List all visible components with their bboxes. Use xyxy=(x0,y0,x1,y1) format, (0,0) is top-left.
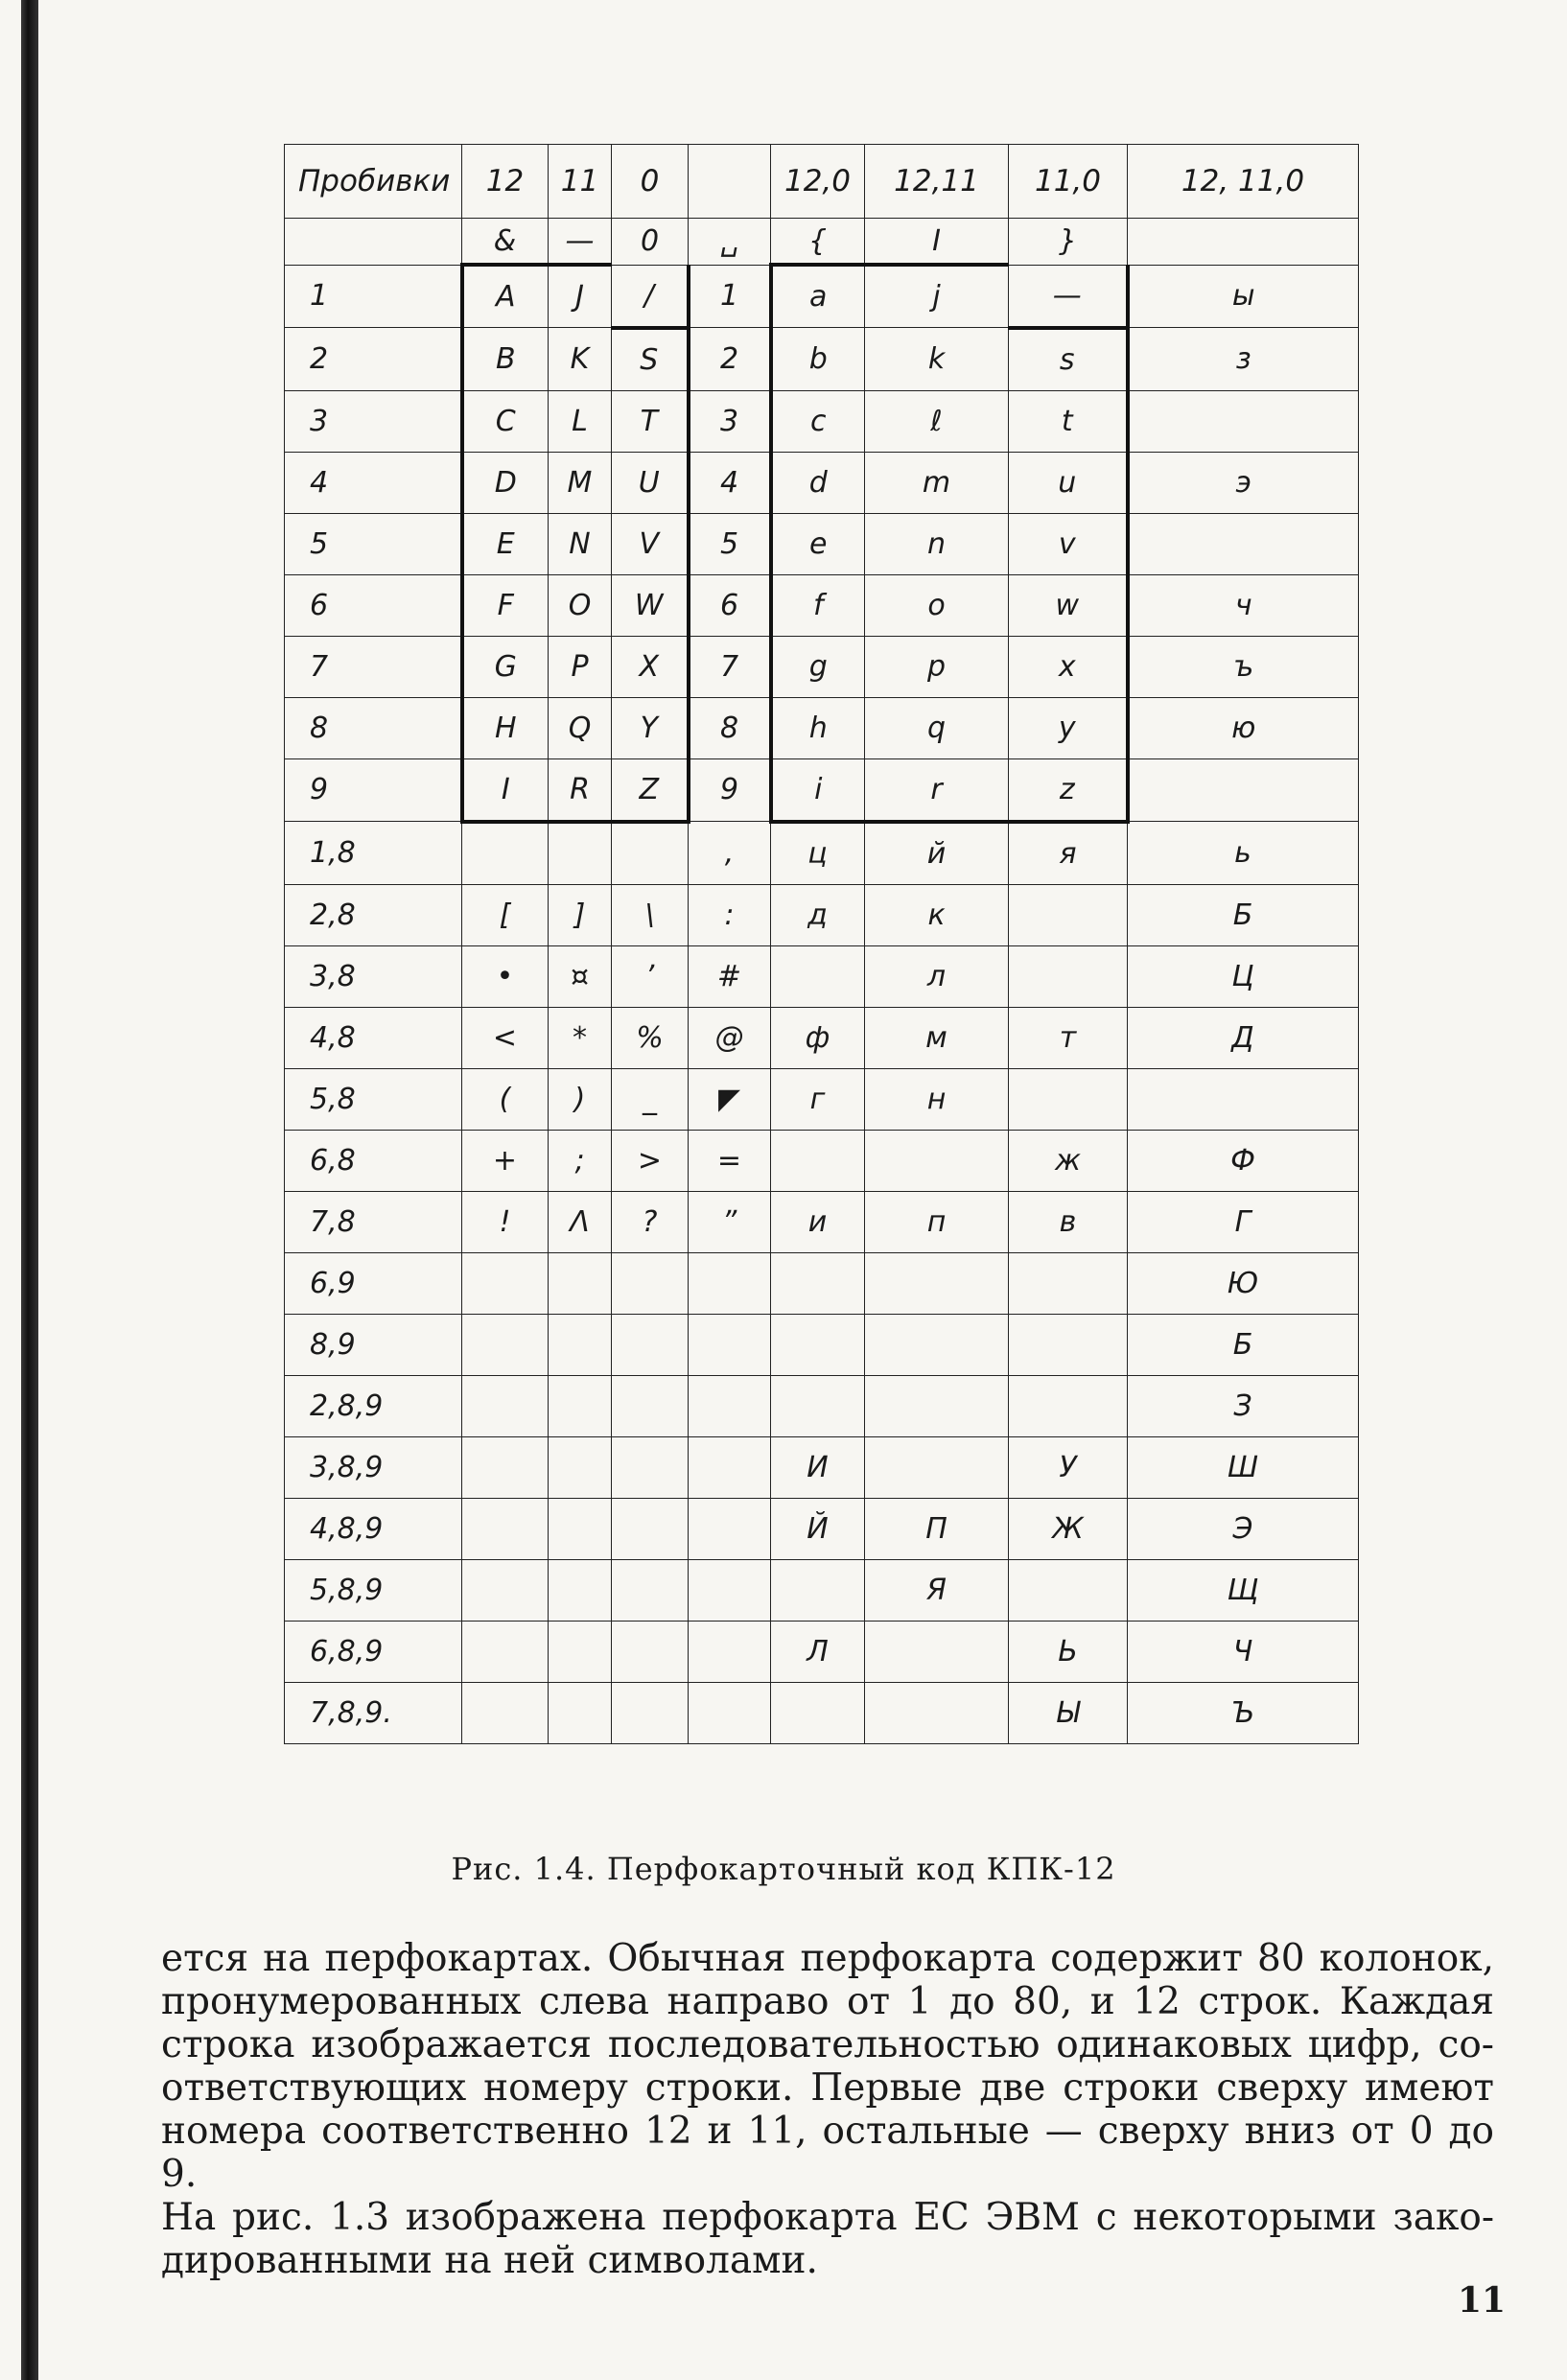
table-cell: З xyxy=(1128,1375,1359,1436)
row-punch-label: 8 xyxy=(285,697,462,758)
table-row xyxy=(285,822,1359,885)
table-cell: Л xyxy=(771,1621,865,1682)
table-cell xyxy=(462,822,549,885)
page-number: 11 xyxy=(1458,2280,1507,2321)
body-paragraph xyxy=(161,1937,1494,2282)
table-cell xyxy=(771,1130,865,1191)
table-cell: Ф xyxy=(1128,1130,1359,1191)
row-punch-label: 9 xyxy=(285,758,462,822)
table-cell xyxy=(771,1682,865,1743)
table-cell: я xyxy=(1009,822,1128,885)
table-row xyxy=(285,636,1359,697)
row-punch-label: 1,8 xyxy=(285,822,462,885)
table-cell: X xyxy=(612,636,689,697)
table-cell: M xyxy=(549,452,612,513)
table-cell: — xyxy=(1009,265,1128,328)
table-cell: j xyxy=(865,265,1009,328)
table-cell: Λ xyxy=(549,1191,612,1252)
table-cell xyxy=(689,1559,771,1621)
row-punch-label: 1 xyxy=(285,265,462,328)
table-cell: д xyxy=(771,884,865,945)
row-punch-label: 3,8,9 xyxy=(285,1436,462,1498)
table-row xyxy=(285,697,1359,758)
table-cell: л xyxy=(865,945,1009,1007)
table-cell: C xyxy=(462,390,549,452)
table-cell xyxy=(549,1252,612,1314)
row-punch-label: 3 xyxy=(285,390,462,452)
table-cell xyxy=(549,1498,612,1559)
table-cell: ц xyxy=(771,822,865,885)
table-cell: Э xyxy=(1128,1498,1359,1559)
table-cell: t xyxy=(1009,390,1128,452)
row-punch-label: 7 xyxy=(285,636,462,697)
table-cell: 1 xyxy=(689,265,771,328)
table-cell xyxy=(1009,1068,1128,1130)
table-cell: > xyxy=(612,1130,689,1191)
table-cell: = xyxy=(689,1130,771,1191)
row-punch-label: 2 xyxy=(285,328,462,391)
table-cell: Ж xyxy=(1009,1498,1128,1559)
table-cell: O xyxy=(549,574,612,636)
table-cell xyxy=(689,1436,771,1498)
paragraph-line: пронумерованных слева направо от 1 до 80, и 12 строк. Каждая xyxy=(161,1980,1494,2023)
table-cell xyxy=(462,1252,549,1314)
table-cell xyxy=(865,1314,1009,1375)
column-header: 12, 11,0 xyxy=(1128,145,1359,219)
table-cell xyxy=(1009,1559,1128,1621)
table-cell: e xyxy=(771,513,865,574)
table-cell xyxy=(549,1559,612,1621)
table-cell xyxy=(865,1436,1009,1498)
table-cell: 8 xyxy=(689,697,771,758)
table-cell xyxy=(549,1375,612,1436)
table-cell: П xyxy=(865,1498,1009,1559)
table-cell: S xyxy=(612,328,689,391)
table-cell: 0 xyxy=(612,219,689,266)
table-cell xyxy=(612,822,689,885)
table-cell: d xyxy=(771,452,865,513)
table-cell: * xyxy=(549,1007,612,1068)
table-cell: \ xyxy=(612,884,689,945)
table-cell: ъ xyxy=(1128,636,1359,697)
table-cell: 7 xyxy=(689,636,771,697)
table-cell: п xyxy=(865,1191,1009,1252)
column-header: 11,0 xyxy=(1009,145,1128,219)
table-cell: Б xyxy=(1128,884,1359,945)
table-cell xyxy=(865,1682,1009,1743)
table-cell: ф xyxy=(771,1007,865,1068)
paragraph-line: дированными на ней символами. xyxy=(161,2239,818,2282)
paragraph-line: На рис. 1.3 изображена перфокарта ЕС ЭВМ с некоторыми зако- xyxy=(161,2196,1494,2239)
paragraph-line: ется на перфокартах. Обычная перфокарта содержит 80 колонок, xyxy=(161,1937,1494,1980)
table-row xyxy=(285,758,1359,822)
table-cell: R xyxy=(549,758,612,822)
table-cell xyxy=(462,1498,549,1559)
row-punch-label: 7,8 xyxy=(285,1191,462,1252)
table-row xyxy=(285,1682,1359,1743)
row-punch-label: 6,8 xyxy=(285,1130,462,1191)
row-punch-label: 8,9 xyxy=(285,1314,462,1375)
table-cell: H xyxy=(462,697,549,758)
table-cell: 2 xyxy=(689,328,771,391)
table-row xyxy=(285,1191,1359,1252)
table-cell: , xyxy=(689,822,771,885)
table-cell: й xyxy=(865,822,1009,885)
table-row xyxy=(285,219,1359,266)
row-punch-label: 5 xyxy=(285,513,462,574)
table-cell: u xyxy=(1009,452,1128,513)
table-cell: V xyxy=(612,513,689,574)
row-punch-label: 7,8,9. xyxy=(285,1682,462,1743)
table-cell xyxy=(1009,1314,1128,1375)
table-cell xyxy=(612,1498,689,1559)
column-header: 12,11 xyxy=(865,145,1009,219)
column-header: 12 xyxy=(462,145,549,219)
table-cell: I xyxy=(865,219,1009,266)
table-cell: И xyxy=(771,1436,865,1498)
table-cell xyxy=(771,1314,865,1375)
table-cell xyxy=(549,1436,612,1498)
table-cell xyxy=(612,1682,689,1743)
table-cell: ◤ xyxy=(689,1068,771,1130)
row-punch-label: 3,8 xyxy=(285,945,462,1007)
table-cell: ; xyxy=(549,1130,612,1191)
table-cell: ␣ xyxy=(689,219,771,266)
table-cell: D xyxy=(462,452,549,513)
paragraph-line: ответствующих номеру строки. Первые две строки сверху имеют xyxy=(161,2066,1494,2110)
table-cell: x xyxy=(1009,636,1128,697)
row-punch-label: 4 xyxy=(285,452,462,513)
table-cell xyxy=(689,1314,771,1375)
table-cell: c xyxy=(771,390,865,452)
table-cell xyxy=(612,1375,689,1436)
column-header xyxy=(689,145,771,219)
table-row xyxy=(285,945,1359,1007)
table-cell: ? xyxy=(612,1191,689,1252)
paragraph-line: строка изображается последовательностью одинаковых цифр, со- xyxy=(161,2023,1494,2066)
row-punch-label: 5,8 xyxy=(285,1068,462,1130)
table-cell: 5 xyxy=(689,513,771,574)
table-cell xyxy=(1128,1068,1359,1130)
table-row xyxy=(285,328,1359,391)
table-cell: _ xyxy=(612,1068,689,1130)
table-cell: { xyxy=(771,219,865,266)
table-cell: ж xyxy=(1009,1130,1128,1191)
table-cell: Б xyxy=(1128,1314,1359,1375)
table-header-row xyxy=(285,145,1359,219)
table-row xyxy=(285,1498,1359,1559)
table-cell: h xyxy=(771,697,865,758)
table-row xyxy=(285,1068,1359,1130)
table-cell: ” xyxy=(689,1191,771,1252)
table-cell: N xyxy=(549,513,612,574)
table-cell xyxy=(771,945,865,1007)
table-cell: Ч xyxy=(1128,1621,1359,1682)
table-cell xyxy=(1128,758,1359,822)
table-cell xyxy=(462,1375,549,1436)
table-cell: 6 xyxy=(689,574,771,636)
table-cell xyxy=(462,1436,549,1498)
table-cell: p xyxy=(865,636,1009,697)
table-cell xyxy=(771,1375,865,1436)
table-cell: 9 xyxy=(689,758,771,822)
table-cell xyxy=(549,1314,612,1375)
table-cell: s xyxy=(1009,328,1128,391)
table-cell xyxy=(1009,1375,1128,1436)
table-cell: Q xyxy=(549,697,612,758)
table-cell: ! xyxy=(462,1191,549,1252)
page-binding-edge xyxy=(21,0,38,2380)
table-cell xyxy=(612,1621,689,1682)
table-cell xyxy=(865,1375,1009,1436)
table-cell: з xyxy=(1128,328,1359,391)
table-cell: z xyxy=(1009,758,1128,822)
table-cell xyxy=(1009,884,1128,945)
table-cell xyxy=(612,1559,689,1621)
table-row xyxy=(285,452,1359,513)
table-cell: T xyxy=(612,390,689,452)
table-cell: ¤ xyxy=(549,945,612,1007)
table-cell xyxy=(689,1375,771,1436)
table-cell: } xyxy=(1009,219,1128,266)
table-cell: q xyxy=(865,697,1009,758)
table-cell: v xyxy=(1009,513,1128,574)
table-cell xyxy=(612,1252,689,1314)
paragraph-line: номера соответственно 12 и 11, остальные — сверху вниз от 0 до 9. xyxy=(161,2110,1494,2196)
table-cell: i xyxy=(771,758,865,822)
table-cell: & xyxy=(462,219,549,266)
table-row xyxy=(285,1375,1359,1436)
table-cell xyxy=(689,1682,771,1743)
table-cell: Д xyxy=(1128,1007,1359,1068)
table-cell: @ xyxy=(689,1007,771,1068)
punch-code-table xyxy=(284,144,1359,1744)
table-cell: U xyxy=(612,452,689,513)
table-cell xyxy=(689,1498,771,1559)
table-row xyxy=(285,574,1359,636)
table-cell: / xyxy=(612,265,689,328)
table-cell: f xyxy=(771,574,865,636)
table-cell: ч xyxy=(1128,574,1359,636)
table-cell: ы xyxy=(1128,265,1359,328)
table-cell: 3 xyxy=(689,390,771,452)
table-cell xyxy=(462,1621,549,1682)
table-cell: W xyxy=(612,574,689,636)
table-cell: b xyxy=(771,328,865,391)
table-row xyxy=(285,1314,1359,1375)
table-cell: н xyxy=(865,1068,1009,1130)
table-cell: : xyxy=(689,884,771,945)
table-cell xyxy=(612,1314,689,1375)
table-cell: Й xyxy=(771,1498,865,1559)
table-cell: + xyxy=(462,1130,549,1191)
table-cell: n xyxy=(865,513,1009,574)
table-cell: o xyxy=(865,574,1009,636)
table-cell: Ы xyxy=(1009,1682,1128,1743)
table-cell: ) xyxy=(549,1068,612,1130)
table-cell: Я xyxy=(865,1559,1009,1621)
table-cell: < xyxy=(462,1007,549,1068)
table-cell xyxy=(771,1559,865,1621)
row-punch-label: 6 xyxy=(285,574,462,636)
table-cell: ь xyxy=(1128,822,1359,885)
table-row xyxy=(285,1436,1359,1498)
table-cell xyxy=(462,1314,549,1375)
table-cell: E xyxy=(462,513,549,574)
row-punch-label: 2,8,9 xyxy=(285,1375,462,1436)
table-cell: Ц xyxy=(1128,945,1359,1007)
table-row xyxy=(285,513,1359,574)
table-cell: м xyxy=(865,1007,1009,1068)
table-cell: Y xyxy=(612,697,689,758)
table-cell: K xyxy=(549,328,612,391)
table-cell xyxy=(549,822,612,885)
table-cell: % xyxy=(612,1007,689,1068)
table-cell: g xyxy=(771,636,865,697)
table-cell: k xyxy=(865,328,1009,391)
row-punch-label: 4,8,9 xyxy=(285,1498,462,1559)
table-cell: ] xyxy=(549,884,612,945)
punch-code-table-figure xyxy=(284,144,1358,1744)
table-cell xyxy=(549,1621,612,1682)
table-cell xyxy=(689,1252,771,1314)
table-row xyxy=(285,1007,1359,1068)
column-header: 0 xyxy=(612,145,689,219)
table-cell xyxy=(689,1621,771,1682)
table-cell xyxy=(1128,219,1359,266)
table-cell: L xyxy=(549,390,612,452)
table-cell: • xyxy=(462,945,549,1007)
table-cell: [ xyxy=(462,884,549,945)
table-row xyxy=(285,1252,1359,1314)
table-row xyxy=(285,884,1359,945)
table-cell: Ш xyxy=(1128,1436,1359,1498)
table-row xyxy=(285,265,1359,328)
row-punch-label: 5,8,9 xyxy=(285,1559,462,1621)
table-row xyxy=(285,1130,1359,1191)
table-cell: г xyxy=(771,1068,865,1130)
table-cell: ℓ xyxy=(865,390,1009,452)
table-cell: э xyxy=(1128,452,1359,513)
row-punch-label: 6,9 xyxy=(285,1252,462,1314)
row-punch-label: 4,8 xyxy=(285,1007,462,1068)
table-cell: Щ xyxy=(1128,1559,1359,1621)
table-cell: J xyxy=(549,265,612,328)
table-cell: A xyxy=(462,265,549,328)
table-cell xyxy=(612,1436,689,1498)
table-cell: # xyxy=(689,945,771,1007)
table-row xyxy=(285,390,1359,452)
table-cell: Ь xyxy=(1009,1621,1128,1682)
table-cell: ю xyxy=(1128,697,1359,758)
table-cell xyxy=(865,1130,1009,1191)
table-cell: и xyxy=(771,1191,865,1252)
column-header: 11 xyxy=(549,145,612,219)
table-cell: 4 xyxy=(689,452,771,513)
table-row xyxy=(285,1559,1359,1621)
table-cell: B xyxy=(462,328,549,391)
row-punch-label: 2,8 xyxy=(285,884,462,945)
table-cell: Ю xyxy=(1128,1252,1359,1314)
table-cell: — xyxy=(549,219,612,266)
table-cell xyxy=(1128,390,1359,452)
table-cell: У xyxy=(1009,1436,1128,1498)
table-cell: w xyxy=(1009,574,1128,636)
table-cell: y xyxy=(1009,697,1128,758)
table-cell: т xyxy=(1009,1007,1128,1068)
table-row xyxy=(285,1621,1359,1682)
table-cell: ’ xyxy=(612,945,689,1007)
table-cell: Ъ xyxy=(1128,1682,1359,1743)
table-cell: F xyxy=(462,574,549,636)
figure-caption: Рис. 1.4. Перфокарточный код КПК-12 xyxy=(451,1851,1116,1887)
table-cell xyxy=(865,1252,1009,1314)
table-cell: ( xyxy=(462,1068,549,1130)
column-header: 12,0 xyxy=(771,145,865,219)
table-cell xyxy=(1009,945,1128,1007)
table-cell xyxy=(462,1682,549,1743)
table-cell: к xyxy=(865,884,1009,945)
table-cell xyxy=(1009,1252,1128,1314)
table-cell: G xyxy=(462,636,549,697)
table-cell: m xyxy=(865,452,1009,513)
table-cell: I xyxy=(462,758,549,822)
table-cell xyxy=(865,1621,1009,1682)
table-cell: Г xyxy=(1128,1191,1359,1252)
table-cell: r xyxy=(865,758,1009,822)
column-header-punches: Пробивки xyxy=(285,145,462,219)
table-cell xyxy=(1128,513,1359,574)
row-punch-label xyxy=(285,219,462,266)
table-cell xyxy=(549,1682,612,1743)
table-cell: Z xyxy=(612,758,689,822)
table-cell: P xyxy=(549,636,612,697)
table-cell: a xyxy=(771,265,865,328)
table-cell xyxy=(771,1252,865,1314)
table-cell: в xyxy=(1009,1191,1128,1252)
table-cell xyxy=(462,1559,549,1621)
row-punch-label: 6,8,9 xyxy=(285,1621,462,1682)
